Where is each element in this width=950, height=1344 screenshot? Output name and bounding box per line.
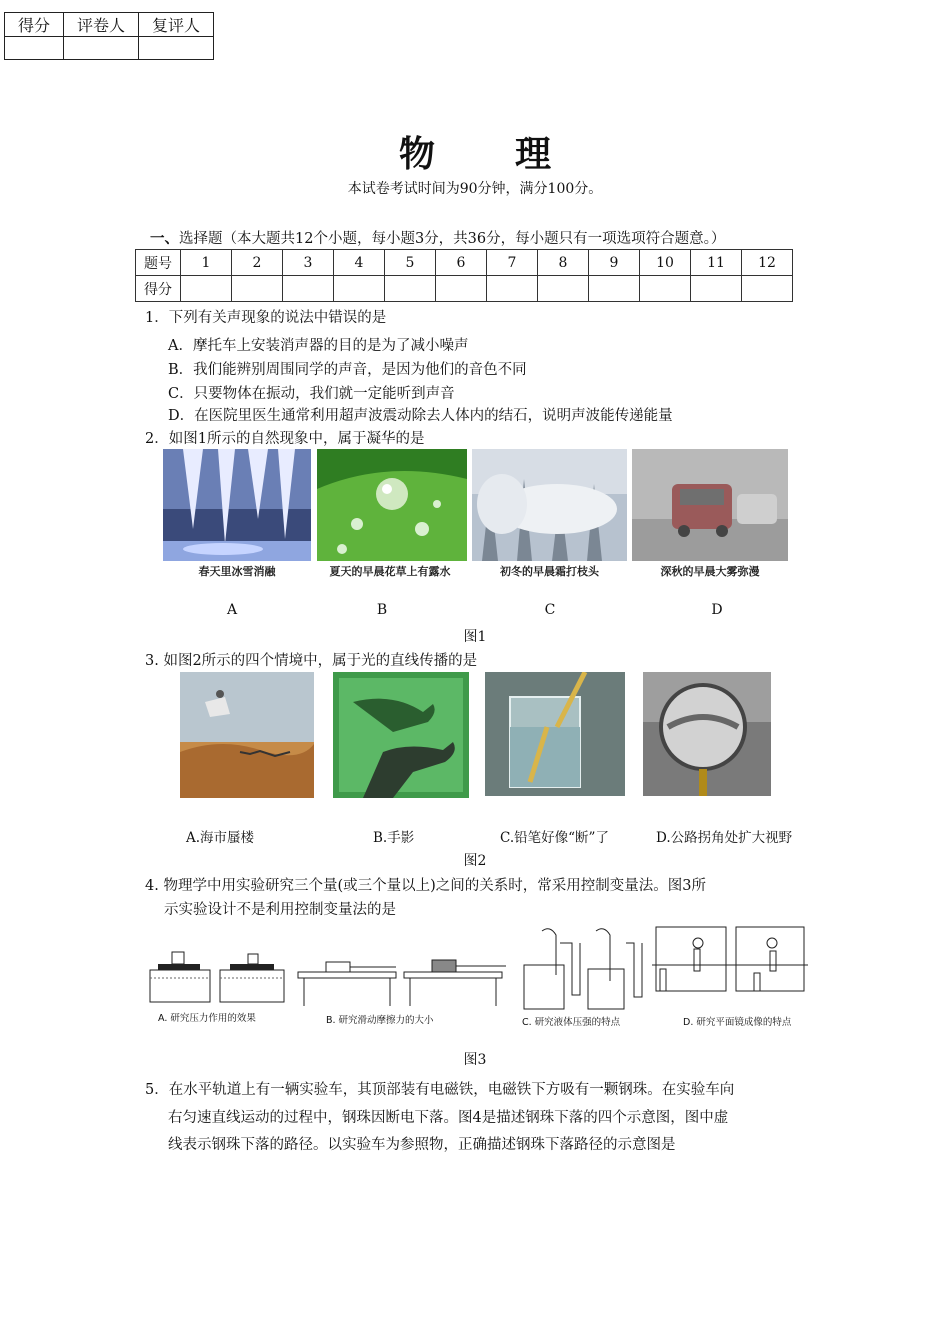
question-5-line-1: 5．在水平轨道上有一辆实验车，其顶部装有电磁铁，电磁铁下方吸有一颗钢珠。在实验车向 <box>145 1082 735 1098</box>
question-1-stem: 1．下列有关声现象的说法中错误的是 <box>145 310 387 326</box>
score-cell[interactable] <box>181 276 232 302</box>
exam-info: 本试卷考试时间为90分钟，满分100分。 <box>347 181 603 197</box>
question-4-stem-line-1: 4. 物理学中用实验研究三个量(或三个量以上)之间的关系时，常采用控制变量法。图3所 <box>145 878 706 894</box>
score-number: 3 <box>283 250 334 276</box>
caption-photo-a: 春天里冰雪消融 <box>198 565 276 578</box>
score-cell[interactable] <box>232 276 283 302</box>
score-number: 7 <box>487 250 538 276</box>
caption-diagram-b: B. 研究滑动摩擦力的大小 <box>326 1015 434 1026</box>
question-3-stem: 3. 如图2所示的四个情境中，属于光的直线传播的是 <box>145 653 478 669</box>
diagram-friction <box>296 952 518 1008</box>
caption-photo-c: 初冬的早晨霜打枝头 <box>500 565 599 578</box>
photo-melting-ice <box>163 449 311 561</box>
score-cell[interactable] <box>334 276 385 302</box>
score-number: 5 <box>385 250 436 276</box>
score-number: 4 <box>334 250 385 276</box>
caption-photo-b: 夏天的早晨花草上有露水 <box>329 565 451 578</box>
grade-cell-score[interactable] <box>5 37 64 60</box>
caption-photo-d: 深秋的早晨大雾弥漫 <box>660 565 760 578</box>
photo-fog <box>632 449 788 561</box>
question-1-option-a: A．摩托车上安装消声器的目的是为了减小噪声 <box>168 338 469 354</box>
diagram-pressure <box>148 950 288 1008</box>
grading-box <box>4 12 214 60</box>
section-heading <box>150 227 725 248</box>
score-row-scores <box>136 276 793 302</box>
score-number: 6 <box>436 250 487 276</box>
diagram-plane-mirror <box>652 925 808 1011</box>
option-label-hand-shadow: B.手影 <box>373 830 415 846</box>
score-cell[interactable] <box>742 276 793 302</box>
score-cell[interactable] <box>538 276 589 302</box>
score-number: 11 <box>691 250 742 276</box>
score-row-numbers <box>136 250 793 276</box>
option-label-mirage: A.海市蜃楼 <box>186 830 255 846</box>
choice-letter-b: B <box>376 602 388 618</box>
score-number: 12 <box>742 250 793 276</box>
caption-diagram-a: A. 研究压力作用的效果 <box>158 1013 256 1024</box>
page-title <box>0 126 950 177</box>
score-number: 2 <box>232 250 283 276</box>
question-2-stem: 2．如图1所示的自然现象中，属于凝华的是 <box>145 431 425 447</box>
diagram-liquid-pressure <box>520 925 650 1011</box>
photo-frost-branches <box>472 449 627 561</box>
title-char-1: 物 <box>398 134 435 175</box>
score-table-number-head: 题号 <box>136 250 181 276</box>
photo-convex-mirror <box>643 672 771 796</box>
score-table-score-head: 得分 <box>136 276 181 302</box>
choice-letter-d: D <box>711 602 723 618</box>
score-number: 8 <box>538 250 589 276</box>
question-1-option-c: C．只要物体在振动，我们就一定能听到声音 <box>168 386 455 402</box>
caption-diagram-d: D. 研究平面镜成像的特点 <box>683 1017 792 1028</box>
choice-letter-a: A <box>226 602 238 618</box>
grade-header-reviewer: 复评人 <box>139 13 214 37</box>
figure-1-label: 图1 <box>463 629 487 645</box>
figure-2-label: 图2 <box>463 853 487 869</box>
section-text: 选择题（本大题共12个小题，每小题3分，共36分，每小题只有一项选项符合题意。） <box>179 231 726 247</box>
photo-pencil-water <box>485 672 625 796</box>
score-table <box>135 249 793 302</box>
section-label: 一、 <box>150 231 179 247</box>
score-cell[interactable] <box>589 276 640 302</box>
choice-letter-c: C <box>544 602 556 618</box>
score-cell[interactable] <box>436 276 487 302</box>
grade-cell-grader[interactable] <box>64 37 139 60</box>
score-cell[interactable] <box>385 276 436 302</box>
title-char-2: 理 <box>515 134 552 175</box>
score-cell[interactable] <box>640 276 691 302</box>
question-5-line-2: 右匀速直线运动的过程中，钢珠因断电下落。图4是描述钢珠下落的四个示意图，图中虚 <box>168 1110 729 1126</box>
grade-header-grader: 评卷人 <box>64 13 139 37</box>
score-cell[interactable] <box>283 276 334 302</box>
question-4-stem-line-2: 示实验设计不是利用控制变量法的是 <box>164 902 396 918</box>
score-number: 10 <box>640 250 691 276</box>
option-label-mirror: D.公路拐角处扩大视野 <box>656 830 793 846</box>
photo-mirage <box>180 672 314 798</box>
question-1-option-b: B．我们能辨别周围同学的声音，是因为他们的音色不同 <box>168 362 527 378</box>
score-number: 9 <box>589 250 640 276</box>
caption-diagram-c: C. 研究液体压强的特点 <box>522 1017 621 1028</box>
option-label-pencil: C.铅笔好像“断”了 <box>500 830 609 846</box>
grade-header-score: 得分 <box>5 13 64 37</box>
score-cell[interactable] <box>487 276 538 302</box>
figure-3-label: 图3 <box>463 1052 487 1068</box>
grade-cell-reviewer[interactable] <box>139 37 214 60</box>
question-5-line-3: 线表示钢珠下落的路径。以实验车为参照物，正确描述钢珠下落路径的示意图是 <box>168 1137 676 1153</box>
photo-dew-leaf <box>317 449 467 561</box>
score-cell[interactable] <box>691 276 742 302</box>
photo-hand-shadow <box>333 672 469 798</box>
question-1-option-d: D．在医院里医生通常利用超声波震动除去人体内的结石，说明声波能传递能量 <box>168 408 673 424</box>
score-number: 1 <box>181 250 232 276</box>
